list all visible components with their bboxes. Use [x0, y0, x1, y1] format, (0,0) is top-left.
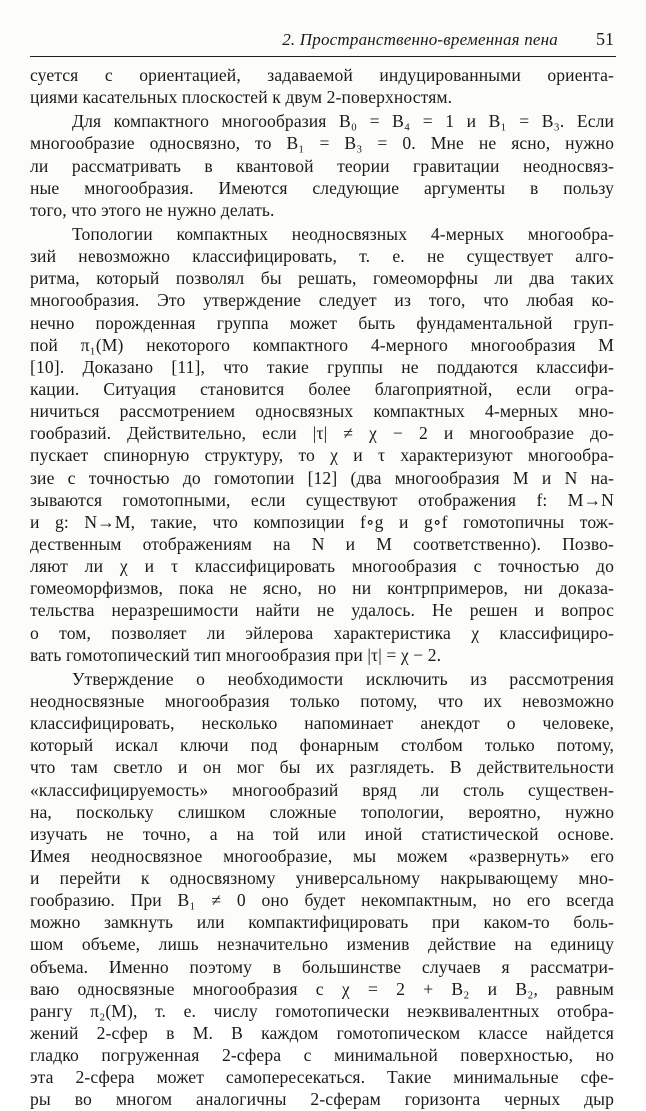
text-line: ваю односвязные многообразия с χ = 2 + B₂ и B₂, равным [30, 978, 614, 999]
text-line: классифицировать, несколько напоминает анекдот о человеке, [30, 713, 614, 734]
page-number: 51 [596, 29, 614, 49]
text-line: который искал ключи под фонарным столбом только потому, [30, 735, 614, 756]
text-line: неодносвязные многообразия только потому, что их невозможно [30, 690, 614, 711]
text-line: многообразия. Это утверждение следует из того, что любая ко- [30, 290, 614, 311]
text-line: вать гомотопический тип многообразия при |τ| = χ − 2. [30, 644, 442, 665]
paragraph [30, 110, 614, 221]
text-line: многообразие односвязно, то B₁ = B₃ = 0. Мне не ясно, нужно [30, 133, 614, 154]
text-line: о том, позволяет ли эйлерова характеристика χ классифициро- [30, 622, 614, 643]
text-line: пой π₁(M) некоторого компактного 4-мерного многообразия M [30, 334, 614, 355]
text-line: зываются гомотопными, если существуют отображения f: M→N [30, 489, 614, 510]
text-line: и перейти к односвязному универсальному накрывающему мно- [30, 868, 614, 889]
paragraph [30, 223, 614, 666]
text-line: суется с ориентацией, задаваемой индуцированными ориента- [30, 65, 614, 85]
text-line: можно замкнуть или компактифицировать при каком-то боль- [30, 912, 614, 933]
text-line: ли рассматривать в квантовой теории гравитации неодносвяз- [30, 155, 614, 176]
text-line: того, что этого не нужно делать. [30, 199, 275, 220]
text-line: что там светло и он мог бы их разглядеть. В действительности [30, 757, 614, 778]
text-line: жений 2-сфер в M. В каждом гомотопическом классе найдется [30, 1023, 614, 1044]
text-line: Топологии компактных неодносвязных 4-мерных многообра- [72, 223, 614, 244]
chapter-title: 2. Пространственно-временная пена [282, 30, 558, 49]
text-line: изучать не точно, а на той или иной статистической основе. [30, 823, 614, 844]
text-line: дественным отображениям на N и M соответственно). Позво- [30, 533, 614, 554]
text-line: гомеоморфизмов, пока не ясно, но ни контрпримеров, ни доказа- [30, 578, 614, 599]
text-line: объема. Именно поэтому в большинстве случаев я рассматри- [30, 956, 614, 977]
text-line: эта 2-сфера может самопересекаться. Такие минимальные сфе- [30, 1067, 614, 1088]
paragraph [30, 64, 614, 108]
text-line: нечно порожденная группа может быть фундаментальной груп- [30, 312, 614, 333]
text-line: зие с точностью до гомотопии [12] (два многообразия M и N на- [30, 467, 614, 488]
text-line: и g: N→M, такие, что композиции f∘g и g∘f гомотопичны тож- [30, 511, 614, 532]
text-line: ритма, который позволял бы решать, гомеоморфны ли два таких [30, 268, 614, 289]
text-line: Имея неодносвязное многообразие, мы можем «развернуть» его [30, 845, 614, 866]
text-line: гообразий. Действительно, если |τ| ≠ χ − 2 и многообразие до- [30, 423, 614, 444]
text-line: на, поскольку слишком сложные топологии, вероятно, нужно [30, 801, 614, 822]
text-line: Для компактного многообразия B₀ = B₄ = 1 и B₁ = B₃. Если [72, 111, 614, 132]
text-line: гообразию. При B₁ ≠ 0 оно будет некомпактным, но его всегда [30, 890, 614, 911]
text-line: кации. Ситуация становится более благоприятной, если огра- [30, 378, 614, 399]
text-line: ничиться рассмотрением односвязных компактных 4-мерных мно- [30, 401, 614, 422]
text-line: циями касательных плоскостей к двум 2-поверхностям. [30, 87, 453, 108]
text-line: пускает спинорную структуру, то χ и τ характеризуют многообра- [30, 445, 614, 466]
text-line: ные многообразия. Имеются следующие аргументы в пользу [30, 177, 614, 198]
text-line: ляют ли χ и τ классифицировать многообразия с точностью до [30, 556, 614, 577]
text-line: тельства неразрешимости найти не удалось. Не решен и вопрос [30, 600, 614, 621]
running-header [30, 26, 616, 57]
text-line: «классифицируемость» многообразий вряд ли столь существен- [30, 779, 614, 800]
text-line: зий невозможно классифицировать, т. е. не существует алго- [30, 246, 614, 267]
text-line: гладко погруженная 2-сфера с минимальной поверхностью, но [30, 1045, 614, 1066]
text-line: шом объеме, лишь незначительно изменив действие на единицу [30, 934, 614, 955]
body-text [30, 64, 614, 1111]
text-line: [10]. Доказано [11], что такие группы не поддаются классифи- [30, 356, 614, 377]
text-line: ры во многом аналогичны 2-сферам горизонта черных дыр [30, 1089, 614, 1110]
text-line: рангу π₂(M), т. е. числу гомотопически неэквивалентных отобра- [30, 1000, 614, 1021]
paragraph [30, 668, 614, 1111]
text-line: Утверждение о необходимости исключить из рассмотрения [72, 668, 614, 689]
